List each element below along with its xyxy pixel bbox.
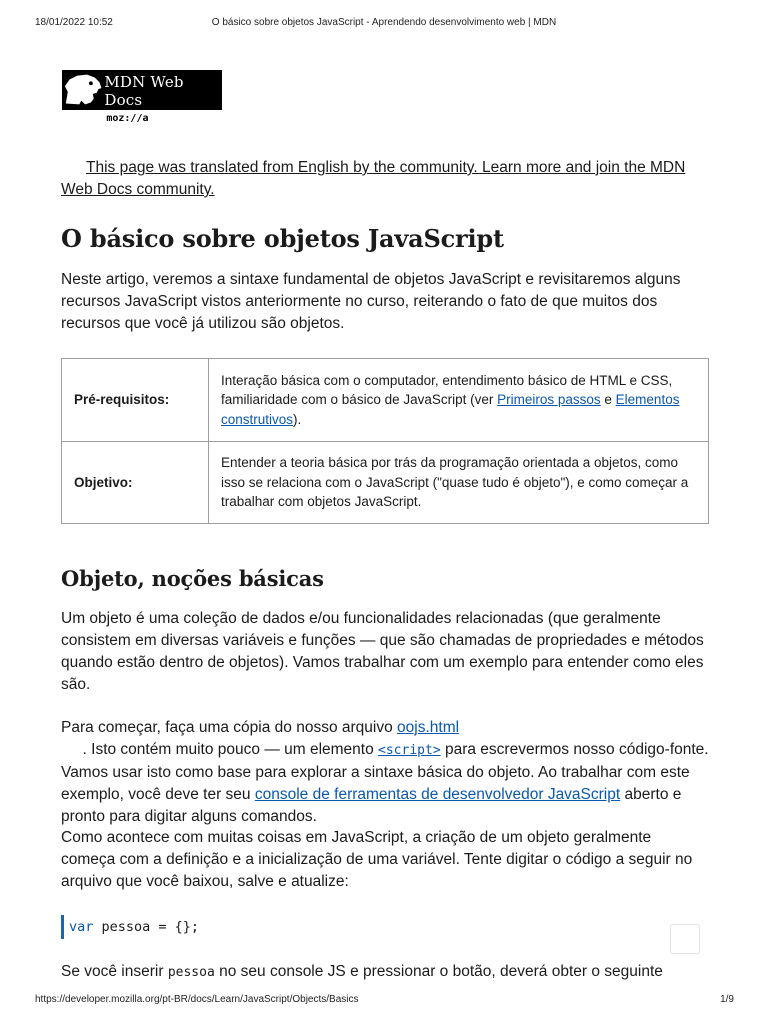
building-blocks-link[interactable]: Elementos construtivos: [221, 392, 680, 427]
objective-value: Entender a teoria básica por trás da programação orientada a objetos, como isso se relaciona com o JavaScript ("quase tudo é objeto"), e como começar a trabalhar com objetos JavaScript.: [209, 442, 709, 524]
table-row: [62, 442, 709, 524]
code-text: pessoa = {};: [93, 919, 200, 935]
script-element-link[interactable]: <script>: [378, 743, 441, 758]
copy-code-button[interactable]: [670, 924, 700, 954]
prerequisites-table: [61, 358, 709, 524]
variable-paragraph: Como acontece com muitas coisas em JavaScript, a criação de um objeto geralmente começa com a definição e a inicialização de uma variável. Tente digitar o código a seguir no arquivo que você baixou, salve e atualize:: [61, 829, 693, 890]
first-steps-link[interactable]: Primeiros passos: [497, 392, 601, 408]
mozilla-wordmark: moz://a: [106, 113, 149, 124]
getting-started-paragraph: Para começar, faça uma cópia do nosso arquivo oojs.html . Isto contém muito pouco — um elemento <script> para escrevermos nosso código-fonte. Vamos usar isto como base para explorar a sintaxe básica do objeto. Ao trabalhar com este exemplo, você deve ter seu console de ferramentas de desenvolvedor JavaScript aberto e pronto para digitar alguns comandos.: [61, 719, 709, 825]
table-row: [62, 359, 709, 442]
section-heading: Objeto, noções básicas: [61, 566, 324, 591]
logo-brand-text: MDN Web Docs: [104, 73, 184, 109]
page-number: 1/9: [720, 994, 734, 1005]
objective-label: Objetivo:: [62, 442, 209, 524]
translation-notice-link[interactable]: This page was translated from English by the community. Learn more and join the MDN Web Docs community.: [61, 159, 686, 198]
oojs-file-link[interactable]: oojs.html: [397, 719, 460, 736]
translation-notice: [61, 157, 709, 201]
print-url: https://developer.mozilla.org/pt-BR/docs/Learn/JavaScript/Objects/Basics: [35, 994, 359, 1005]
intro-paragraph: Neste artigo, veremos a sintaxe fundamental de objetos JavaScript e revisitaremos alguns recursos JavaScript vistos anteriormente no curso, reiterando o fato de que muitos dos recursos que você já utilizou são objetos.: [61, 271, 681, 332]
dev-console-link[interactable]: console de ferramentas de desenvolvedor JavaScript: [254, 786, 621, 803]
print-footer: [0, 994, 768, 1008]
prereq-label: Pré-requisitos:: [62, 359, 209, 442]
mdn-logo[interactable]: [62, 70, 222, 124]
print-title: O básico sobre objetos JavaScript - Aprendendo desenvolvimento web | MDN: [211, 17, 557, 28]
dinosaur-icon: [62, 70, 104, 110]
code-example: [61, 915, 709, 939]
print-header: [0, 17, 768, 31]
prereq-value: Interação básica com o computador, entendimento básico de HTML e CSS, familiaridade com o básico de JavaScript (ver Primeiros passos e Elementos construtivos).: [209, 359, 709, 442]
object-basics-paragraph: Um objeto é uma coleção de dados e/ou funcionalidades relacionadas (que geralmente consistem em diversas variáveis e funções — que são chamadas de propriedades e métodos quando estão dentro de objetos). Vamos trabalhar com um exemplo para entender como eles são.: [61, 610, 704, 693]
page-title: O básico sobre objetos JavaScript: [61, 224, 504, 253]
print-datetime: 18/01/2022 10:52: [35, 17, 113, 28]
console-paragraph: Se você inserir pessoa no seu console JS e pressionar o botão, deverá obter o seguinte: [61, 963, 663, 980]
inline-code: pessoa: [167, 965, 215, 980]
code-keyword: var: [69, 919, 94, 935]
